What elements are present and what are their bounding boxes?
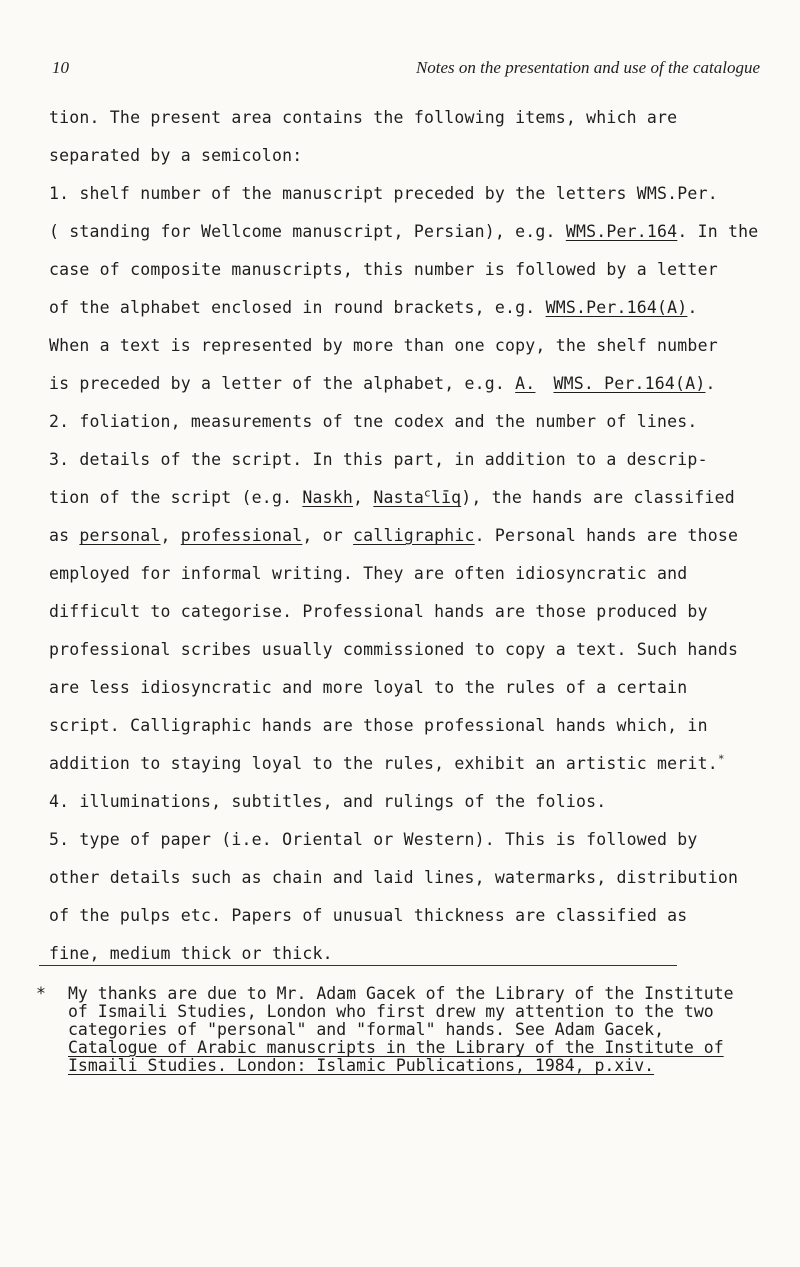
script-nastaliq: [373, 488, 461, 507]
text-line: professional scribes usually commissioned to copy a text. Such hands: [49, 640, 739, 659]
text-span: līq: [430, 488, 462, 507]
text-span: .: [687, 298, 698, 317]
text-span: ( standing for Wellcome manuscript, Persian), e.g.: [49, 222, 566, 241]
example-copy-letter: [515, 374, 705, 393]
text-line: are less idiosyncratic and more loyal to the rules of a certain: [49, 678, 688, 697]
text-span: tion of the script (e.g.: [49, 488, 303, 507]
text-line: case of composite manuscripts, this number is followed by a letter: [49, 260, 718, 279]
text-line: tion. The present area contains the following items, which are: [49, 108, 678, 127]
example-composite-shelf-number: WMS.Per.164(A): [545, 298, 688, 317]
citation-title-end: Ismaili Studies: [68, 1056, 218, 1075]
hand-professional: professional: [180, 526, 303, 545]
text-span: of Ismaili Studies, London who first drew my attention to the two: [68, 1002, 714, 1021]
text-line: of the pulps etc. Papers of unusual thickness are classified as: [49, 906, 688, 925]
text-line: separated by a semicolon:: [49, 146, 303, 165]
footnote-divider: [39, 965, 677, 966]
list-item-shelf-number: 1. shelf number of the manuscript preceded by the letters WMS.Per.: [49, 184, 718, 203]
superscript-ayn: c: [423, 486, 431, 500]
text-span: Nasta: [373, 488, 424, 507]
text-line: [49, 522, 739, 560]
text-span: WMS. Per.164(A): [553, 374, 706, 393]
text-span: , or: [302, 526, 354, 545]
script-naskh: Naskh: [302, 488, 354, 507]
hand-personal: personal: [79, 526, 161, 545]
text-span: as: [49, 526, 80, 545]
text-span: .: [705, 374, 716, 393]
hand-calligraphic: calligraphic: [353, 526, 475, 545]
list-item-script: 3. details of the script. In this part, in addition to a descrip-: [49, 450, 708, 469]
footnote-line: [36, 1003, 756, 1021]
text-line: [49, 750, 739, 788]
text-span: ), the hands are classified: [461, 488, 735, 507]
text-line: [49, 370, 739, 408]
footnote-line: [36, 1039, 756, 1057]
text-line: When a text is represented by more than one copy, the shelf number: [49, 336, 718, 355]
footnote: [36, 985, 756, 1075]
body-text: [49, 104, 759, 978]
text-span: ,: [353, 488, 374, 507]
text-line: [49, 484, 739, 522]
text-span: . In the: [677, 222, 759, 241]
page-number: 10: [52, 58, 69, 77]
citation-title: Catalogue of Arabic manuscripts in the Library of the Institute of: [68, 1038, 724, 1057]
text-line: fine, medium thick or thick.: [49, 944, 333, 963]
running-title: Notes on the presentation and use of the catalogue: [415, 58, 760, 77]
text-span: . Personal hands are those: [474, 526, 739, 545]
text-line: [49, 294, 739, 332]
footnote-line: [36, 1021, 756, 1039]
list-item-foliation: 2. foliation, measurements of tne codex and the number of lines.: [49, 412, 698, 431]
text-span: My thanks are due to Mr. Adam Gacek of the Library of the Institute: [68, 984, 734, 1003]
text-span: is preceded by a letter of the alphabet, e.g.: [49, 374, 516, 393]
citation-publisher: . London: Islamic Publications, 1984, p.xiv.: [217, 1056, 655, 1075]
example-shelf-number: WMS.Per.164: [565, 222, 678, 241]
text-span: addition to staying loyal to the rules, exhibit an artistic merit.: [49, 754, 718, 773]
text-span: categories of "personal" and "formal" hands. See Adam Gacek,: [68, 1020, 665, 1039]
footnote-marker: *: [36, 984, 46, 1003]
text-span: ,: [160, 526, 181, 545]
list-item-illuminations: 4. illuminations, subtitles, and rulings of the folios.: [49, 792, 607, 811]
list-item-paper: 5. type of paper (i.e. Oriental or Western). This is followed by: [49, 830, 698, 849]
page-header: [52, 58, 760, 82]
text-line: employed for informal writing. They are often idiosyncratic and: [49, 564, 688, 583]
text-line: other details such as chain and laid lines, watermarks, distribution: [49, 868, 739, 887]
text-span: A.: [515, 374, 536, 393]
footnote-line: [36, 1057, 756, 1075]
text-line: difficult to categorise. Professional hands are those produced by: [49, 602, 708, 621]
text-line: script. Calligraphic hands are those professional hands which, in: [49, 716, 708, 735]
footnote-line: [36, 985, 756, 1003]
footnote-reference: *: [717, 752, 725, 766]
text-span: of the alphabet enclosed in round brackets, e.g.: [49, 298, 546, 317]
text-line: [49, 218, 759, 256]
